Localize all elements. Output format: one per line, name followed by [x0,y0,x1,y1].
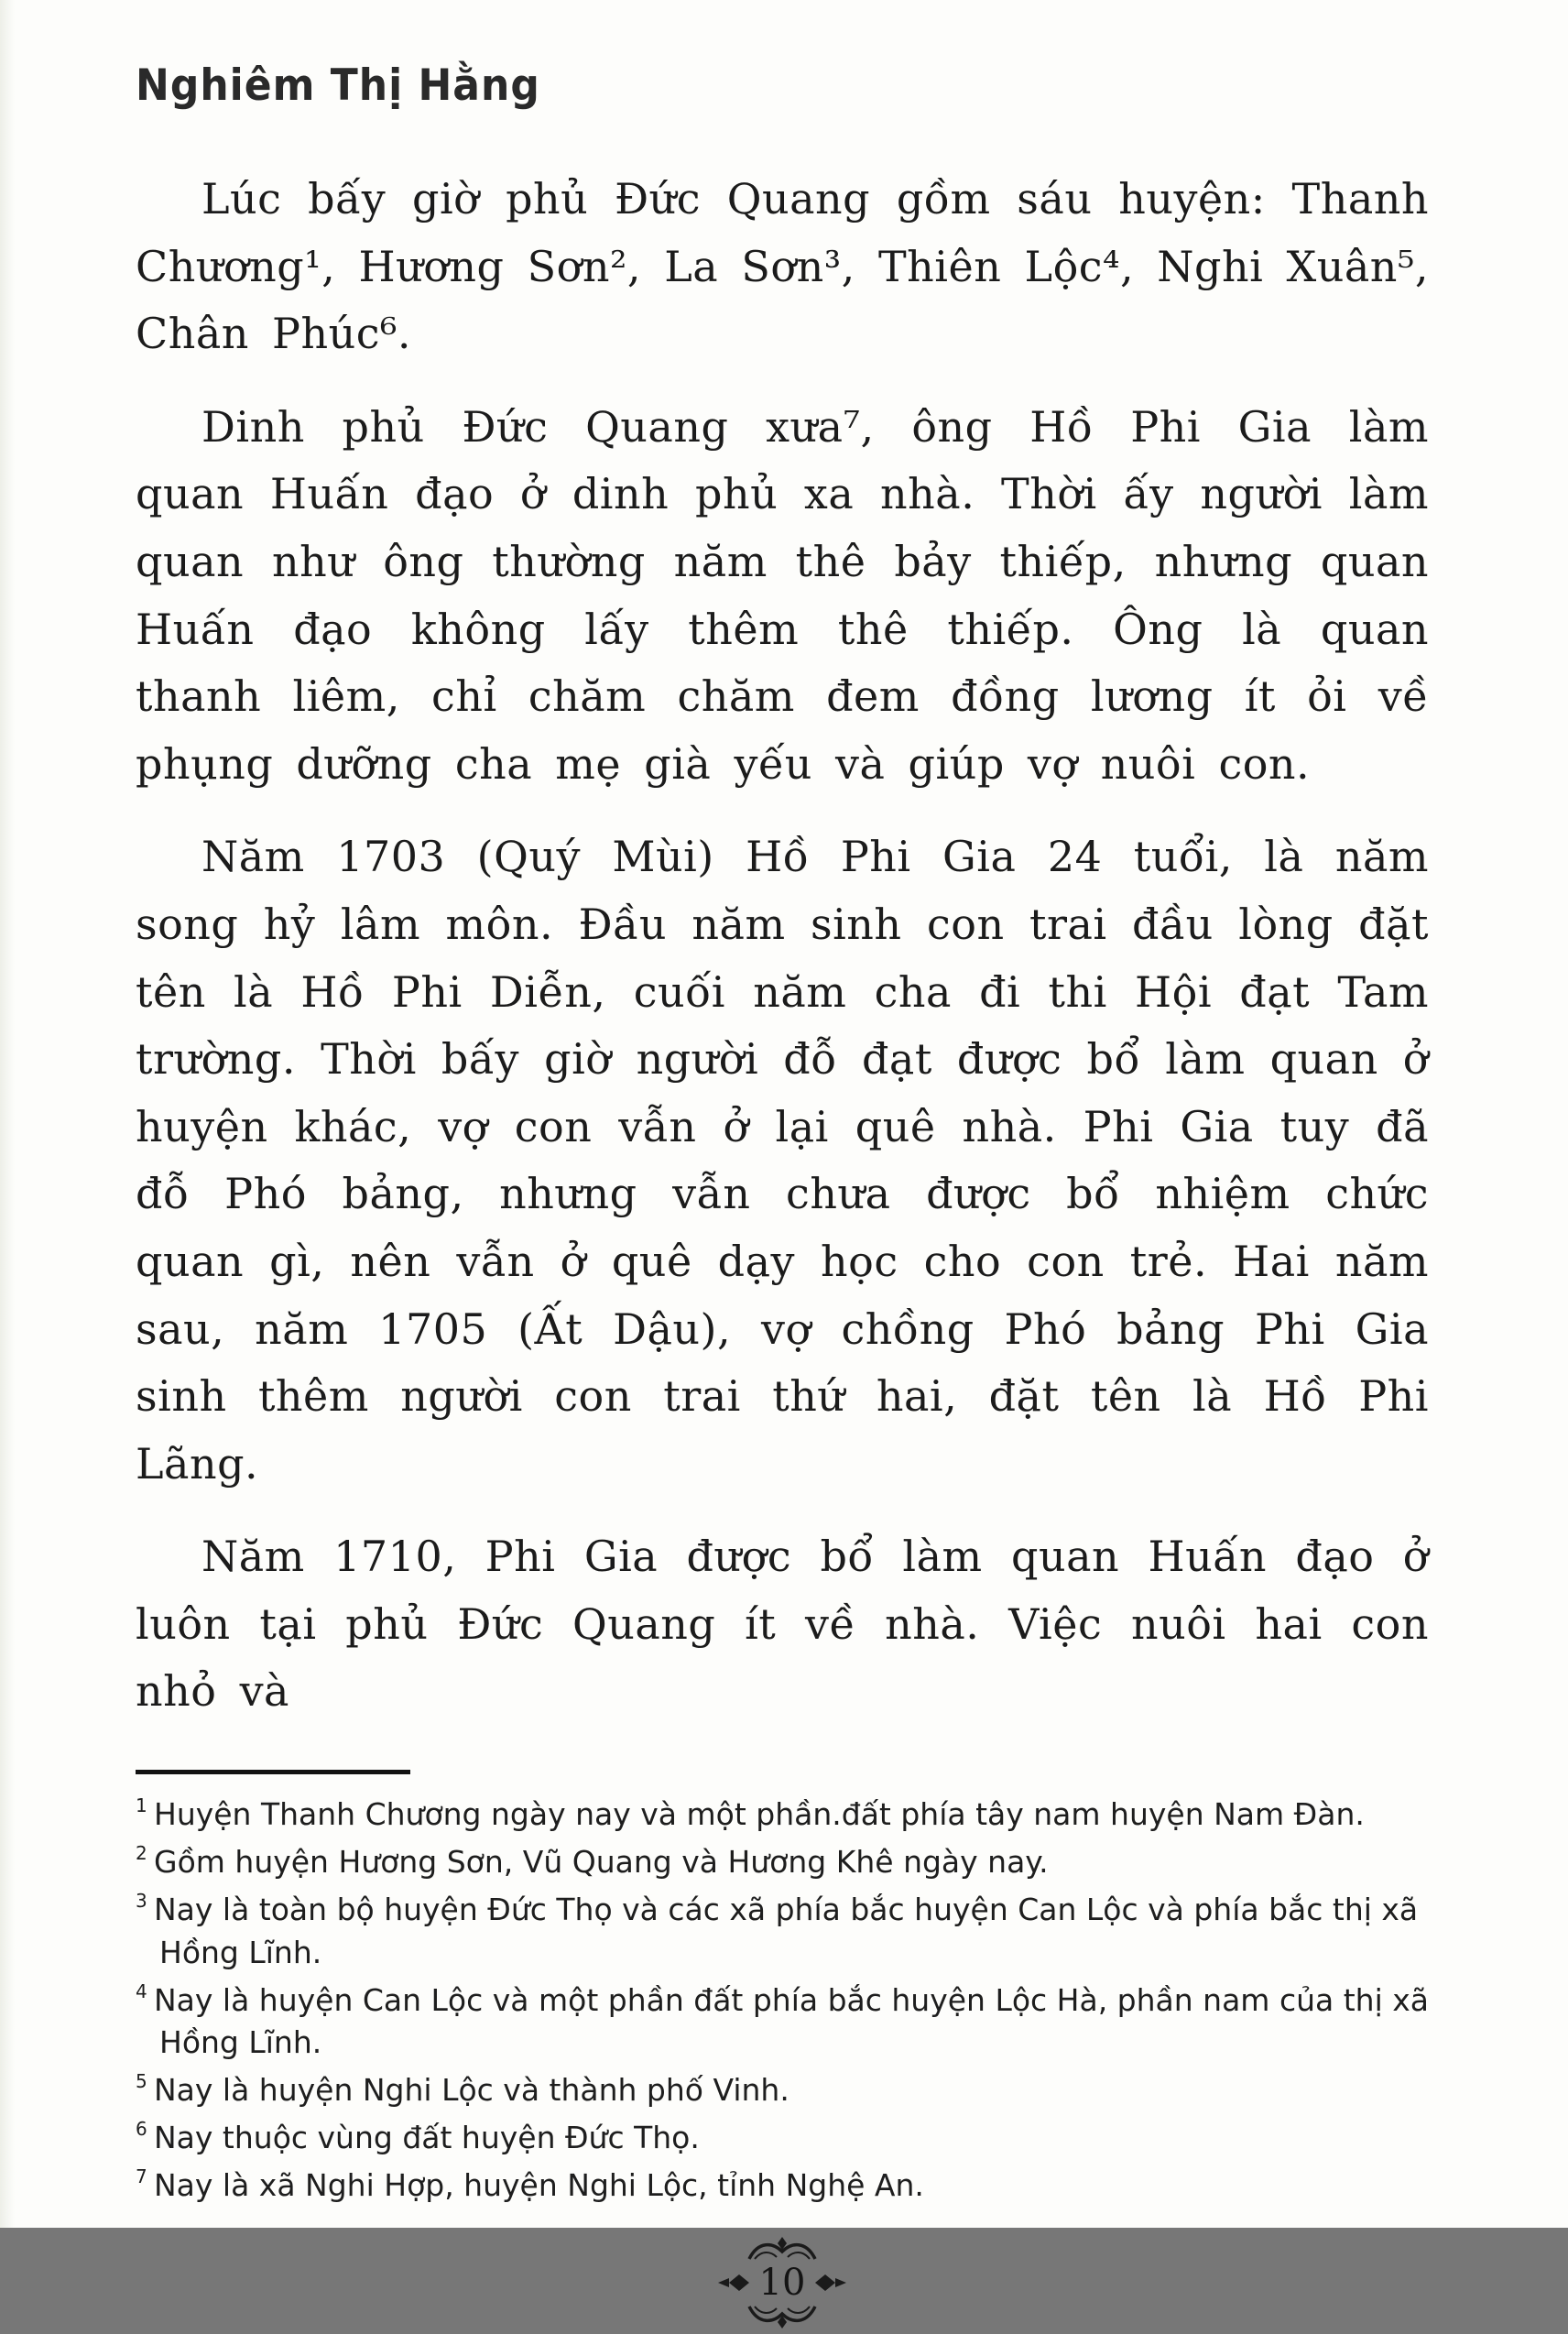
footnote-marker: 4 [136,1980,147,2002]
page-number-ornament [709,2231,855,2334]
footnote-item [136,1840,1429,1884]
footnote-item [136,1793,1429,1837]
footnote-marker: 6 [136,2118,147,2141]
footnote-text: Nay là huyện Nghi Lộc và thành phố Vinh. [154,2072,789,2109]
footnote-divider [136,1770,410,1774]
body-text [136,166,1429,1726]
footnote-text: Huyện Thanh Chương ngày nay và một phần.đất phía tây nam huyện Nam Đàn. [154,1796,1365,1833]
footnote-item [136,2164,1429,2208]
paragraph: Năm 1703 (Quý Mùi) Hồ Phi Gia 24 tuổi, là năm song hỷ lâm môn. Đầu năm sinh con trai đầu lòng đặt tên là Hồ Phi Diễn, cuối năm cha đi thi Hội đạt Tam trường. Thời bấy giờ người đỗ đạt được bổ làm quan ở huyện khác, vợ con vẫn ở lại quê nhà. Phi Gia tuy đã đỗ Phó bảng, nhưng vẫn chưa được bổ nhiệm chức quan gì, nên vẫn ở quê dạy học cho con trẻ. Hai năm sau, năm 1705 (Ất Dậu), vợ chồng Phó bảng Phi Gia sinh thêm người con trai thứ hai, đặt tên là Hồ Phi Lãng. [136,832,1429,1489]
footnote-text: Nay là toàn bộ huyện Đức Thọ và các xã phía bắc huyện Can Lộc và phía bắc thị xã Hồng Lĩnh. [154,1891,1419,1970]
paragraph: Năm 1710, Phi Gia được bổ làm quan Huấn đạo ở luôn tại phủ Đức Quang ít về nhà. Việc nuôi hai con nhỏ và [136,1532,1429,1717]
page-number: 10 [758,2261,806,2304]
footnotes-section [136,1793,1429,2208]
paragraph: Lúc bấy giờ phủ Đức Quang gồm sáu huyện: Thanh Chương¹, Hương Sơn², La Sơn³, Thiên Lộc⁴, Nghi Xuân⁵, Chân Phúc⁶. [136,174,1429,359]
footnote-marker: 7 [136,2165,147,2187]
footnote-marker: 2 [136,1841,147,1864]
footnote-marker: 5 [136,2070,147,2093]
footnote-marker: 3 [136,1889,147,1912]
footnote-item [136,1979,1429,2066]
footnote-item [136,1888,1429,1975]
footnote-text: Nay là xã Nghi Hợp, huyện Nghi Lộc, tỉnh Nghệ An. [154,2166,924,2203]
footnote-text: Nay là huyện Can Lộc và một phần đất phía bắc huyện Lộc Hà, phần nam của thị xã Hồng Lĩnh. [154,1981,1429,2061]
footnote-text: Gồm huyện Hương Sơn, Vũ Quang và Hương Khê ngày nay. [154,1843,1049,1880]
paragraph: Dinh phủ Đức Quang xưa⁷, ông Hồ Phi Gia làm quan Huấn đạo ở dinh phủ xa nhà. Thời ấy người làm quan như ông thường năm thê bảy thiếp, nhưng quan Huấn đạo không lấy thêm thê thiếp. Ông là quan thanh liêm, chỉ chăm chăm đem đồng lương ít ỏi về phụng dưỡng cha mẹ già yếu và giúp vợ nuôi con. [136,401,1429,789]
footnote-item [136,2068,1429,2112]
footnote-text: Nay thuộc vùng đất huyện Đức Thọ. [154,2120,700,2156]
running-header-author: Nghiêm Thị Hằng [136,60,540,112]
footnote-item [136,2116,1429,2160]
footnote-marker: 1 [136,1794,147,1817]
